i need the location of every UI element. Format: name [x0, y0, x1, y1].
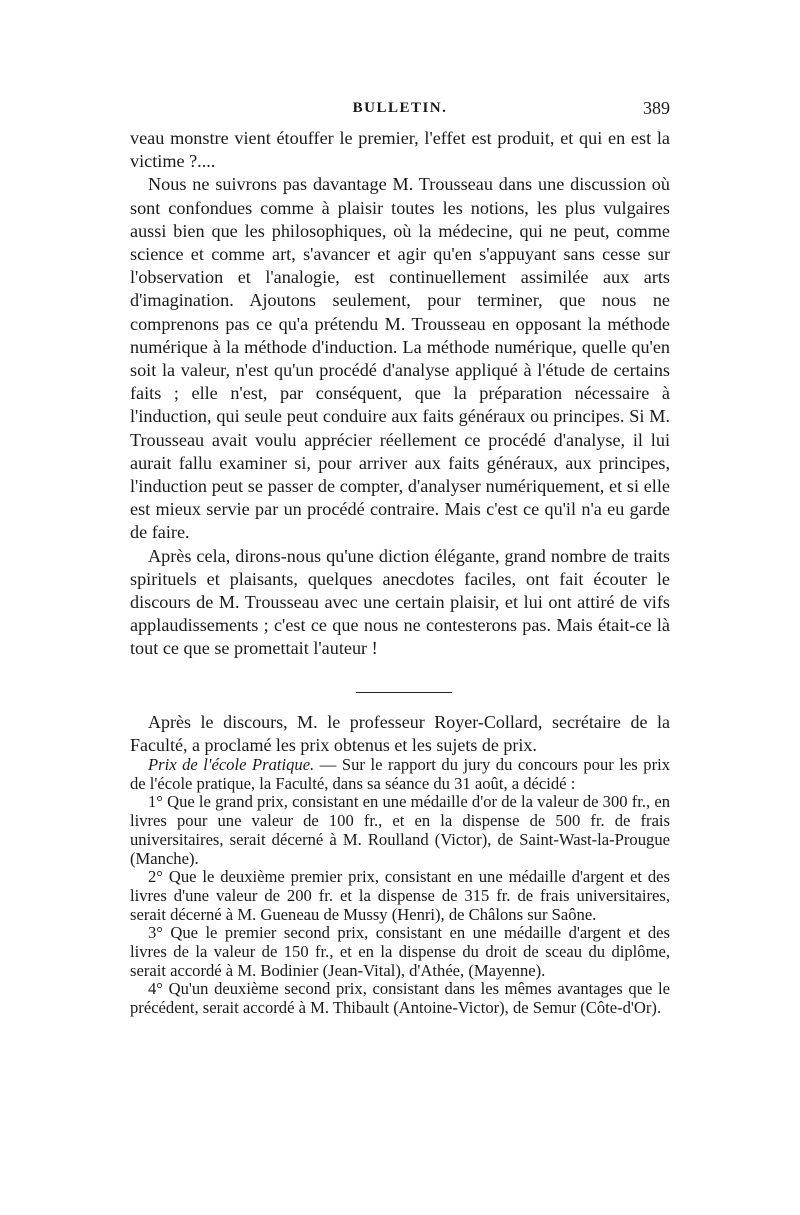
prize-heading-rest: — Sur le rapport du jury du concours pour les prix de l'école pratique, la Faculté, dans sa séance du 31 août, a décidé : — [130, 755, 670, 793]
running-title: BULLETIN. — [352, 100, 448, 116]
prize-heading-paragraph — [130, 756, 670, 793]
prize-item: 1° Que le grand prix, consistant en une médaille d'or de la valeur de 300 fr., en livres pour une valeur de 100 fr., et en la dispense de 500 fr. de frais universitaires, serait décerné à M. Roulland (Victor), de Saint-Wast-la-Prougue (Manche). — [130, 792, 670, 868]
prize-item: 4° Qu'un deuxième second prix, consistant dans les mêmes avantages que le précédent, serait accordé à M. Thibault (Antoine-Victor), de Semur (Côte-d'Or). — [130, 979, 670, 1018]
section-divider — [356, 692, 452, 693]
page-number: 389 — [643, 98, 670, 118]
paragraph: Nous ne suivrons pas davantage M. Trousseau dans une discussion où sont confondues comme à plaisir toutes les notions, les plus vulgaires aussi bien que les philosophiques, où la médecine, qui ne peut, comme science et comme art, s'avancer et agir qu'en s'appuyant sans cesse sur l'observation et l'analogie, est continuellement assimilée aux arts d'imagination. Ajoutons seulement, pour terminer, que nous ne comprenons pas ce qu'a prétendu M. Trousseau en opposant la méthode numérique à la méthode d'induction. La méthode numérique, quelle qu'en soit la valeur, n'est qu'un procédé d'analyse appliqué à l'étude de certains faits ; elle n'est, par conséquent, que la préparation nécessaire à l'induction, qui seule peut conduire aux faits généraux ou principes. Si M. Trousseau avait voulu apprécier réellement ce procédé d'analyse, il lui aurait fallu examiner si, pour arriver aux faits généraux, aux principes, l'induction peut se passer de compter, d'analyser numériquement, et si elle est mieux servie par un procédé contraire. Mais c'est ce qu'il n'a eu garde de faire. — [130, 174, 670, 543]
paragraph: Après cela, dirons-nous qu'une diction élégante, grand nombre de traits spirituels et plaisants, quelques anecdotes faciles, ont fait écouter le discours de M. Trousseau avec une certain plaisir, et lui ont attiré de vifs applaudissements ; c'est ce que nous ne contesterons pas. Mais était-ce là tout ce que se promettait l'auteur ! — [130, 545, 670, 659]
main-text — [130, 127, 670, 661]
prize-section — [130, 711, 670, 1018]
prize-item: 2° Que le deuxième premier prix, consistant en une médaille d'argent et des livres d'une valeur de 200 fr. et la dispense de 315 fr. de frais universitaires, serait décerné à M. Gueneau de Mussy (Henri), de Châlons sur Saône. — [130, 867, 670, 924]
prize-intro: Après le discours, M. le professeur Royer-Collard, secrétaire de la Faculté, a proclamé les prix obtenus et les sujets de prix. — [130, 712, 670, 755]
prize-heading: Prix de l'école Pratique. — [148, 755, 315, 774]
paragraph-continuation: veau monstre vient étouffer le premier, l'effet est produit, et qui en est la victime ?.... — [130, 128, 670, 172]
prize-item: 3° Que le premier second prix, consistant en une médaille d'argent et des livres de la valeur de 150 fr., et en la dispense du droit de sceau du diplôme, serait accordé à M. Bodinier (Jean-Vital), d'Athée, (Mayenne). — [130, 923, 670, 980]
running-header — [130, 100, 670, 124]
